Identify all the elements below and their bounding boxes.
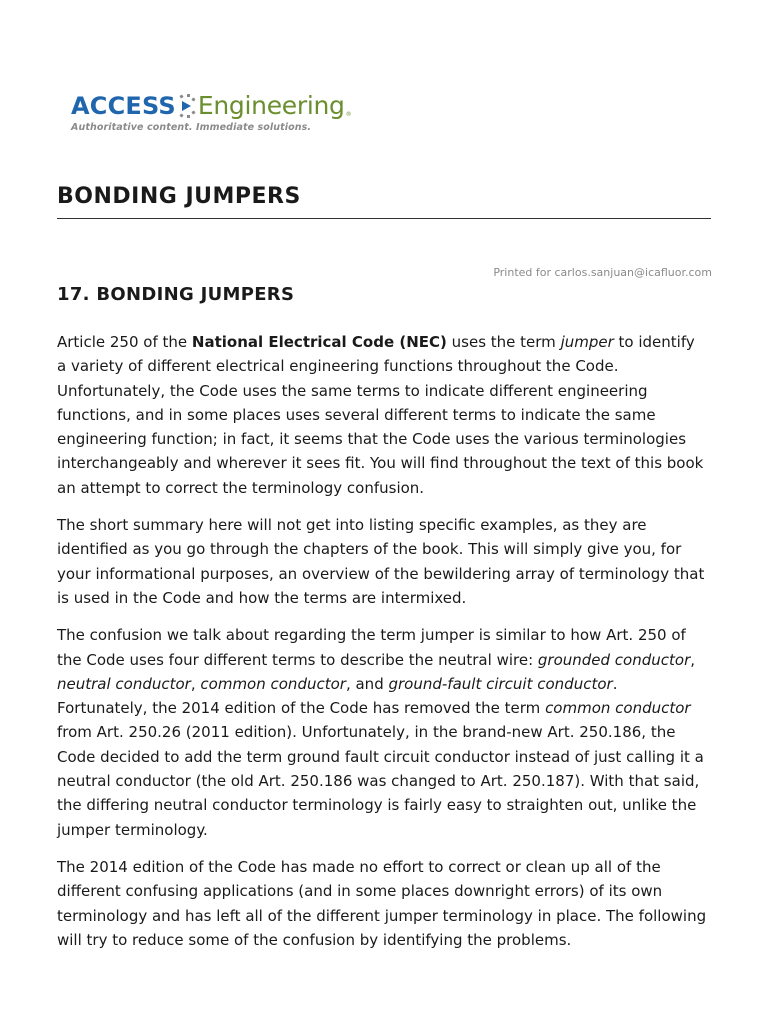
text-run: The 2014 edition of the Code has made no effort to correct or clean up all of the different confusing applications (and in some places downright errors) of its own terminology and has left all of the different jumper terminology in place. The following will try to reduce some of the confusion by identifying the problems. (57, 857, 707, 949)
bold-text-run: National Electrical Code (NEC) (191, 333, 447, 351)
article-body (57, 330, 707, 965)
title-divider (57, 218, 711, 219)
logo-access-text: ACCESS (71, 92, 176, 120)
text-run: . Fortunately, the 2014 edition of the Code has removed the term (57, 674, 618, 718)
text-run: , (690, 650, 696, 669)
text-run: The short summary here will not get into listing specific examples, as they are identified as you go through the chapters of the book. This will simply give you, for your informational purposes, an overview of the bewildering array of terminology that is used in the Code and how the terms are intermixed. (57, 516, 705, 607)
italic-text-run: grounded conductor (537, 650, 691, 669)
text-run: The confusion we talk about regarding the term jumper is similar to how Art. 250 of the Code uses four different terms to describe the neutral wire: (57, 626, 686, 669)
italic-text-run: neutral conductor (57, 674, 191, 693)
body-paragraph (57, 330, 707, 500)
text-run: uses the term (446, 333, 561, 351)
logo-engineering-text: Engineering (197, 91, 345, 120)
text-run: from Art. 250.26 (2011 edition). Unfortunately, in the brand-new Art. 250.186, the Code decided to add the term ground fault circuit conductor instead of just calling it a neutral conductor (the old Art. 250.186 was changed to Art. 250.187). With that said, the differing neutral conductor terminology is fairly easy to straighten out, unlike the jumper terminology. (57, 723, 704, 839)
gear-arrow-icon (177, 93, 197, 119)
access-engineering-logo (71, 84, 352, 133)
text-run: Article 250 of the (57, 333, 192, 351)
logo-registered-mark: ® (345, 111, 352, 118)
printed-for-note: Printed for carlos.sanjuan@icafluor.com (493, 266, 712, 279)
text-run: , (190, 674, 201, 693)
section-title: 17. BONDING JUMPERS (57, 284, 295, 305)
document-title: BONDING JUMPERS (57, 184, 301, 209)
body-paragraph (57, 855, 707, 952)
text-run: to identify a variety of different electrical engineering functions throughout the Code. Unfortunately, the Code uses the same terms to indicate different engineering functions, and in some places uses several different terms to indicate the same engineering function; in fact, it seems that the Code uses the various terminologies interchangeably and wherever it sees fit. You will find throughout the text of this book an attempt to correct the terminology confusion. (57, 333, 704, 497)
italic-text-run: jumper (560, 333, 614, 351)
text-run: , and (345, 674, 389, 693)
body-paragraph (57, 623, 707, 842)
italic-text-run: ground-fault circuit conductor (388, 674, 613, 693)
italic-text-run: common conductor (200, 674, 346, 693)
logo-tagline: Authoritative content. Immediate solutions. (71, 122, 312, 133)
italic-text-run: common conductor (545, 699, 691, 718)
body-paragraph (57, 513, 707, 610)
